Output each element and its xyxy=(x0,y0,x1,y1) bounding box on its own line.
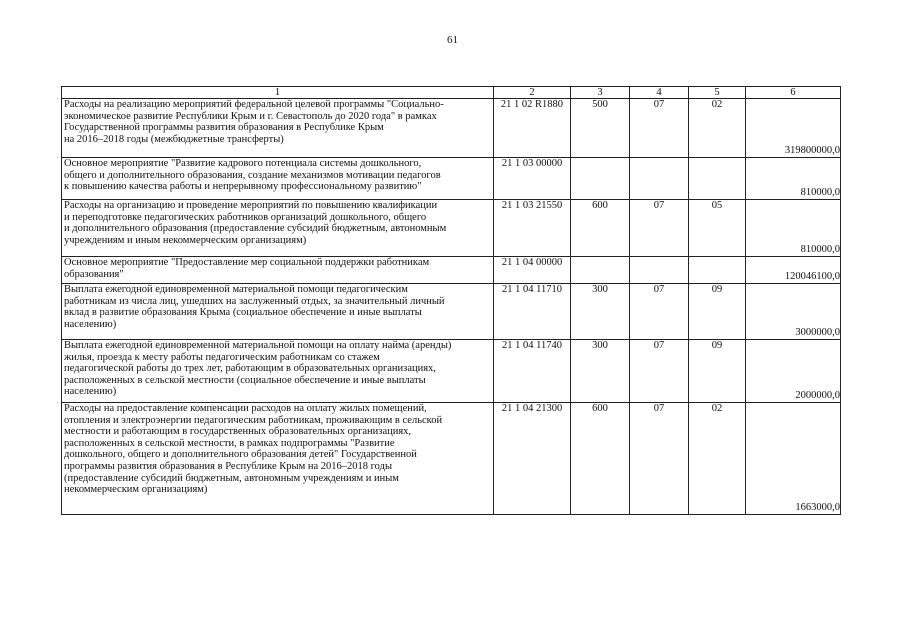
expense-type-code xyxy=(571,158,630,200)
expense-name: Основное мероприятие "Развитие кадрового потенциала системы дошкольного, общего и дополнительного образования, создание механизмов мотивации педагогов к повышению качества работы и непрерывному профессиональному развитию" xyxy=(62,158,494,200)
target-item-code: 21 1 02 R1880 xyxy=(494,99,571,158)
header-row xyxy=(62,87,841,99)
target-item-code: 21 1 03 00000 xyxy=(494,158,571,200)
target-item-code: 21 1 04 11740 xyxy=(494,340,571,403)
expense-type-code: 300 xyxy=(571,284,630,340)
subsection-code xyxy=(689,158,746,200)
expense-type-code: 600 xyxy=(571,200,630,257)
column-header-2: 2 xyxy=(494,87,571,99)
target-item-code: 21 1 04 21300 xyxy=(494,403,571,515)
target-item-code: 21 1 04 00000 xyxy=(494,257,571,284)
subsection-code: 09 xyxy=(689,284,746,340)
table-row xyxy=(62,340,841,403)
amount: 319800000,0 xyxy=(746,99,841,158)
table-row xyxy=(62,403,841,515)
target-item-code: 21 1 04 11710 xyxy=(494,284,571,340)
subsection-code xyxy=(689,257,746,284)
expense-type-code: 600 xyxy=(571,403,630,515)
subsection-code: 09 xyxy=(689,340,746,403)
subsection-code: 02 xyxy=(689,99,746,158)
subsection-code: 05 xyxy=(689,200,746,257)
amount: 2000000,0 xyxy=(746,340,841,403)
amount: 120046100,0 xyxy=(746,257,841,284)
expense-type-code: 500 xyxy=(571,99,630,158)
section-code: 07 xyxy=(630,99,689,158)
expense-name: Расходы на предоставление компенсации расходов на оплату жилых помещений, отопления и электроэнергии педагогическим работникам, проживающим в сельской местности и работающим в государственных образовательных организациях, расположенных в сельской местности, в рамках подпрограммы "Развитие дошкольного, общего и дополнительного образования детей" Государственной программы развития образования в Республике Крым на 2016–2018 годы (предоставление субсидий бюджетным, автономным учреждениям и иным некоммерческим организациям) xyxy=(62,403,494,515)
column-header-5: 5 xyxy=(689,87,746,99)
expense-name: Основное мероприятие "Предоставление мер социальной поддержки работникам образования" xyxy=(62,257,494,284)
column-header-1: 1 xyxy=(62,87,494,99)
expense-name: Расходы на организацию и проведение мероприятий по повышению квалификации и переподготовке педагогических работников организаций дошкольного, общего и дополнительного образования (предоставление субсидий бюджетным, автономным учреждениям и иным некоммерческим организациям) xyxy=(62,200,494,257)
table-row xyxy=(62,257,841,284)
table-row xyxy=(62,99,841,158)
expense-name: Выплата ежегодной единовременной материальной помощи педагогическим работникам из числа лиц, ушедших на заслуженный отдых, за значительный личный вклад в развитие образования Крыма (социальное обеспечение и иные выплаты населению) xyxy=(62,284,494,340)
section-code: 07 xyxy=(630,200,689,257)
column-header-3: 3 xyxy=(571,87,630,99)
column-header-4: 4 xyxy=(630,87,689,99)
target-item-code: 21 1 03 21550 xyxy=(494,200,571,257)
page-number: 61 xyxy=(447,34,458,46)
amount: 810000,0 xyxy=(746,158,841,200)
section-code: 07 xyxy=(630,340,689,403)
amount: 810000,0 xyxy=(746,200,841,257)
table-row xyxy=(62,158,841,200)
column-header-6: 6 xyxy=(746,87,841,99)
section-code xyxy=(630,158,689,200)
table-row xyxy=(62,284,841,340)
amount: 3000000,0 xyxy=(746,284,841,340)
section-code xyxy=(630,257,689,284)
expense-name: Расходы на реализацию мероприятий федеральной целевой программы "Социально- экономическое развитие Республики Крым и г. Севастополь до 2020 года" в рамках Государственной программы развития образования в Республике Крым на 2016–2018 годы (межбюджетные трансферты) xyxy=(62,99,494,158)
expense-type-code xyxy=(571,257,630,284)
budget-table xyxy=(61,86,841,515)
expense-name: Выплата ежегодной единовременной материальной помощи на оплату найма (аренды) жилья, проезда к месту работы педагогическим работникам со стажем педагогической работы до трех лет, работающим в образовательных организациях, расположенных в сельской местности (социальное обеспечение и иные выплаты населению) xyxy=(62,340,494,403)
amount: 1663000,0 xyxy=(746,403,841,515)
subsection-code: 02 xyxy=(689,403,746,515)
table-row xyxy=(62,200,841,257)
section-code: 07 xyxy=(630,284,689,340)
section-code: 07 xyxy=(630,403,689,515)
expense-type-code: 300 xyxy=(571,340,630,403)
